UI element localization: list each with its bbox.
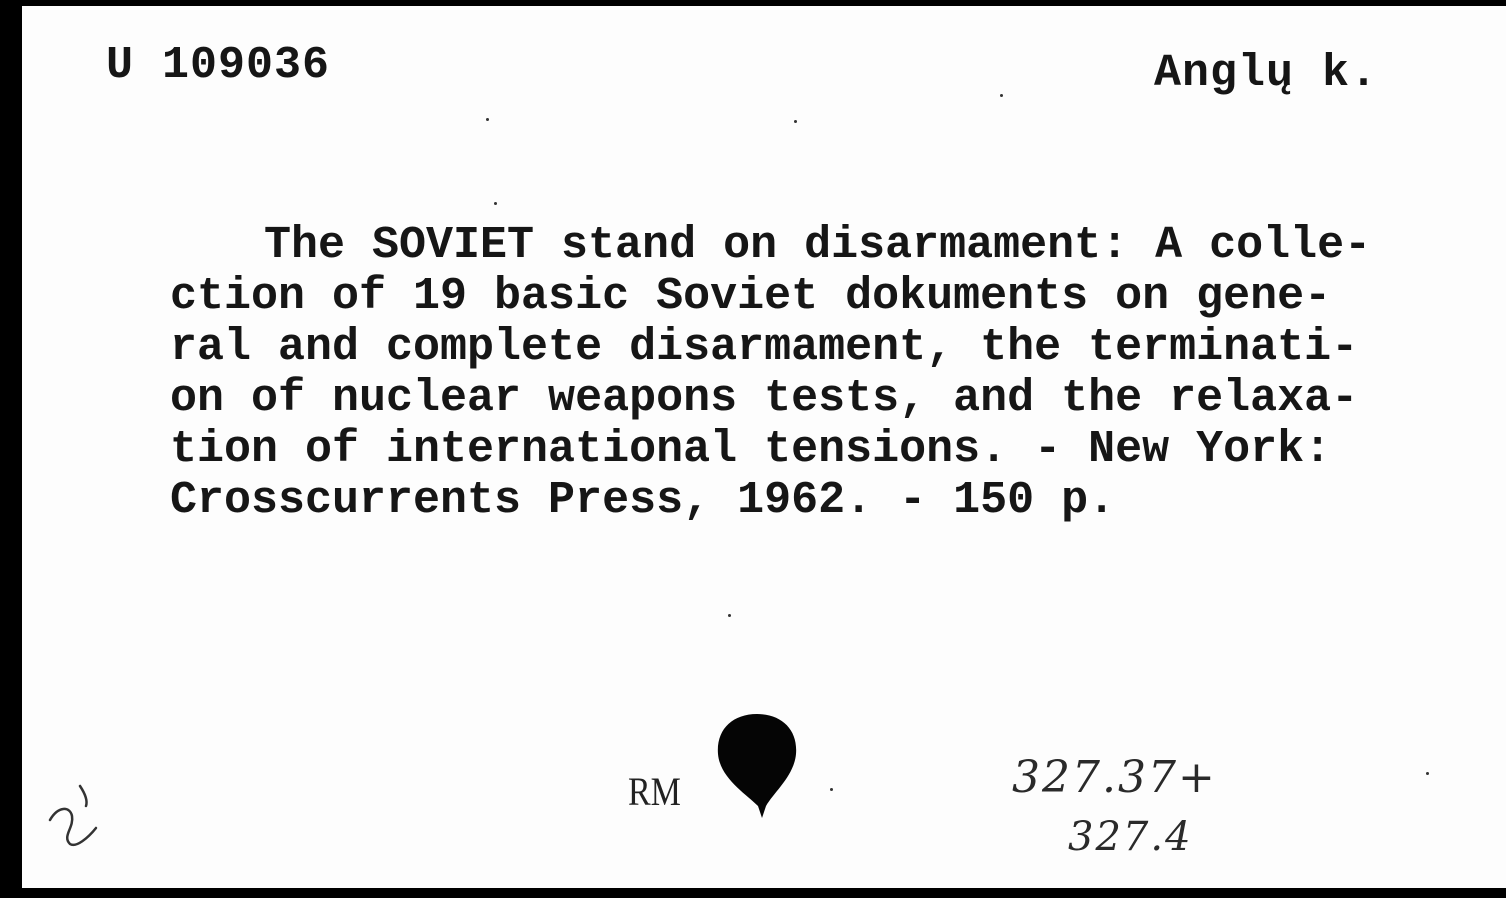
entry-line: The SOVIET stand on disarmament: A colle- <box>264 220 1372 271</box>
ink-drop-stamp-icon <box>712 710 802 820</box>
entry-line: on of nuclear weapons tests, and the relaxa- <box>170 373 1359 424</box>
dust-speck <box>794 120 797 123</box>
bibliographic-entry <box>170 220 1506 526</box>
call-number: U 109036 <box>106 40 331 91</box>
dust-speck <box>486 118 489 121</box>
dust-speck <box>1000 94 1003 97</box>
stamp-label: RM <box>628 769 681 814</box>
entry-line: ction of 19 basic Soviet dokuments on gene- <box>170 271 1332 322</box>
dust-speck <box>494 202 497 205</box>
classification-primary: 327.37+ <box>1012 752 1217 803</box>
dust-speck <box>1426 772 1429 775</box>
classification-secondary: 327.4 <box>1068 814 1193 860</box>
handwritten-check-icon <box>40 776 120 856</box>
entry-line: tion of international tensions. - New York: <box>170 424 1332 475</box>
catalog-card <box>22 6 1506 888</box>
dust-speck <box>728 614 731 617</box>
entry-line: Crosscurrents Press, 1962. - 150 p. <box>170 475 1116 526</box>
entry-line: ral and complete disarmament, the terminati- <box>170 322 1359 373</box>
language-note: Anglų k. <box>1154 48 1379 99</box>
dust-speck <box>830 788 833 791</box>
